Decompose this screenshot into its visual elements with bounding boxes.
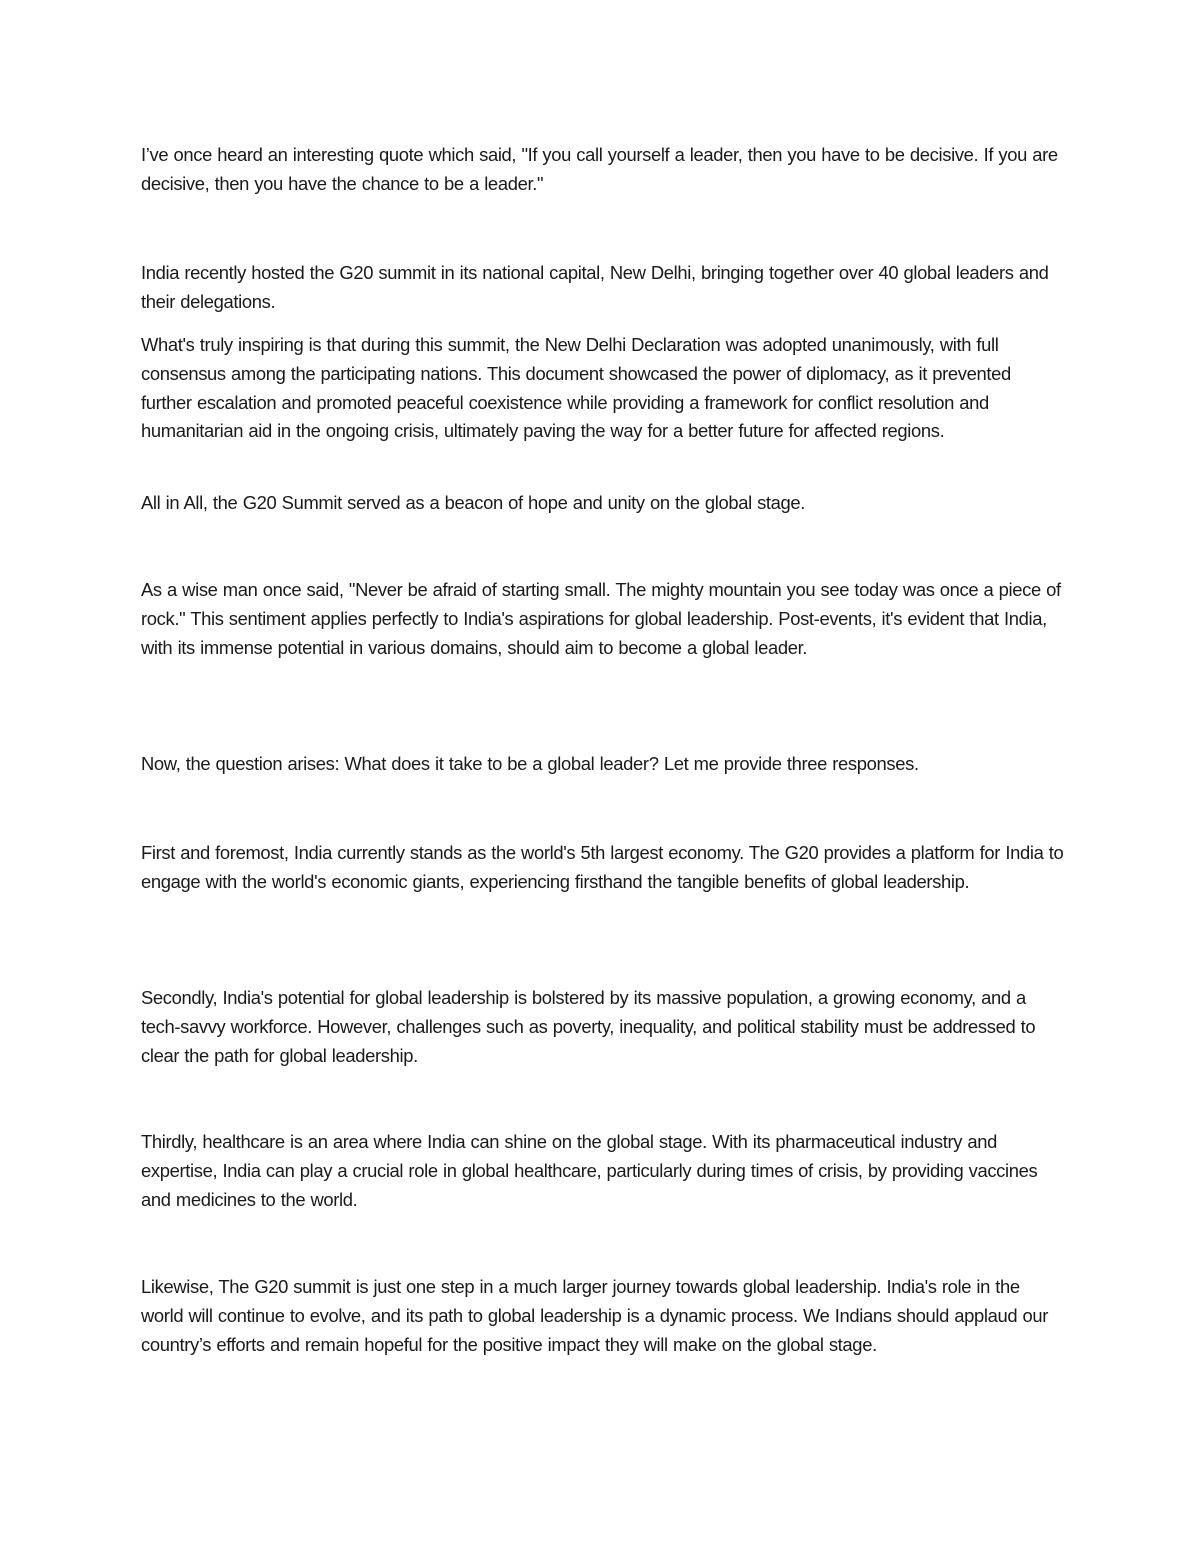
paragraph-summary: All in All, the G20 Summit served as a beacon of hope and unity on the global stage. [141,492,806,513]
paragraph-question: Now, the question arises: What does it take to be a global leader? Let me provide three responses. [141,753,919,774]
paragraph-new-delhi-declaration: What's truly inspiring is that during this summit, the New Delhi Declaration was adopted unanimously, with full consensus among the participating nations. This document showcased the power of diplomacy, as it prevented further escalation and promoted peaceful coexistence while providing a framework for conflict resolution and humanitarian aid in the ongoing crisis, ultimately paving the way for a better future for affected regions. [141,334,1011,442]
paragraph-third-response: Thirdly, healthcare is an area where India can shine on the global stage. With its pharmaceutical industry and expertise, India can play a crucial role in global healthcare, particularly during times of crisis, by providing vaccines and medicines to the world. [141,1131,1038,1210]
paragraph-first-response: First and foremost, India currently stands as the world's 5th largest economy. The G20 provides a platform for India to engage with the world's economic giants, experiencing firsthand the tangible benefits of global leadership. [141,842,1064,892]
paragraph-opening-quote: I’ve once heard an interesting quote which said, "If you call yourself a leader, then you have to be decisive. If you are decisive, then you have the chance to be a leader." [141,144,1058,194]
paragraph-g20-hosting: India recently hosted the G20 summit in its national capital, New Delhi, bringing together over 40 global leaders and their delegations. [141,262,1049,312]
paragraph-wise-man-quote: As a wise man once said, "Never be afraid of starting small. The mighty mountain you see today was once a piece of rock." This sentiment applies perfectly to India's aspirations for global leadership. Post-events, it's evident that India, with its immense potential in various domains, should aim to become a global leader. [141,579,1061,658]
paragraph-second-response: Secondly, India's potential for global leadership is bolstered by its massive population, a growing economy, and a tech-savvy workforce. However, challenges such as poverty, inequality, and political stability must be addressed to clear the path for global leadership. [141,987,1036,1066]
paragraph-conclusion: Likewise, The G20 summit is just one step in a much larger journey towards global leadership. India's role in the world will continue to evolve, and its path to global leadership is a dynamic process. We Indians should applaud our country’s efforts and remain hopeful for the positive impact they will make on the global stage. [141,1276,1049,1355]
